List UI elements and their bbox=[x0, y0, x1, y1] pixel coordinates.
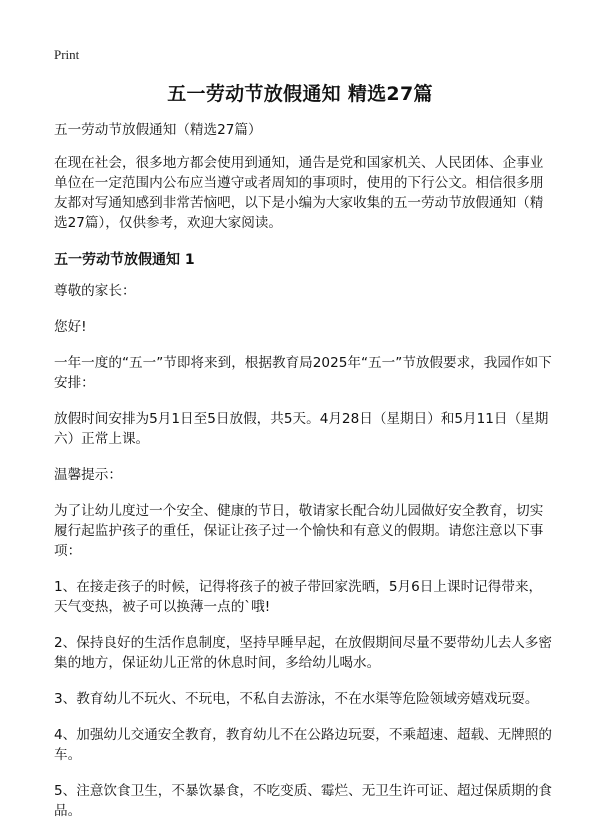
intro-paragraph: 在现在社会，很多地方都会使用到通知，通告是党和国家机关、人民团体、企事业单位在一定范围内公布应当遵守或者周知的事项时，使用的下行公文。相信很多朋友都对写通知感到非常苦恼吧，以下是小编为大家收集的五一劳动节放假通知（精选27篇），仅供参考，欢迎大家阅读。 bbox=[54, 155, 544, 231]
body-paragraph: 一年一度的“五一”节即将来到，根据教育局2025年“五一”节放假要求，我园作如下安排： bbox=[54, 355, 552, 391]
body-paragraph: 为了让幼儿度过一个安全、健康的节日，敬请家长配合幼儿园做好安全教育，切实履行起监护孩子的重任，保证让孩子过一个愉快和有意义的假期。请您注意以下事项： bbox=[54, 503, 544, 559]
document-title: 五一劳动节放假通知 精选27篇 bbox=[167, 83, 433, 105]
salutation: 尊敬的家长： bbox=[54, 283, 136, 299]
body-paragraph: 放假时间安排为5月1日至5日放假，共5天。4月28日（星期日）和5月11日（星期六）正常上课。 bbox=[54, 411, 549, 447]
list-item: 5、注意饮食卫生，不暴饮暴食，不吃变质、霉烂、无卫生许可证、超过保质期的食品。 bbox=[54, 783, 553, 819]
greeting: 您好! bbox=[54, 319, 87, 335]
print-link[interactable]: Print bbox=[54, 47, 80, 62]
document-subtitle: 五一劳动节放假通知（精选27篇） bbox=[54, 122, 262, 138]
list-item: 3、教育幼儿不玩火、不玩电，不私自去游泳，不在水渠等危险领域旁嬉戏玩耍。 bbox=[54, 691, 539, 707]
list-item: 4、加强幼儿交通安全教育，教育幼儿不在公路边玩耍，不乘超速、超载、无牌照的车。 bbox=[54, 727, 553, 763]
section-heading: 五一劳动节放假通知 1 bbox=[54, 252, 195, 268]
list-item: 2、保持良好的生活作息制度，坚持早睡早起，在放假期间尽量不要带幼儿去人多密集的地方，保证幼儿正常的休息时间，多给幼儿喝水。 bbox=[54, 635, 553, 671]
document-body bbox=[54, 120, 554, 837]
body-paragraph: 温馨提示： bbox=[54, 467, 122, 483]
list-item: 1、在接走孩子的时候，记得将孩子的被子带回家洗晒，5月6日上课时记得带来，天气变热，被子可以换薄一点的`哦! bbox=[54, 579, 543, 615]
